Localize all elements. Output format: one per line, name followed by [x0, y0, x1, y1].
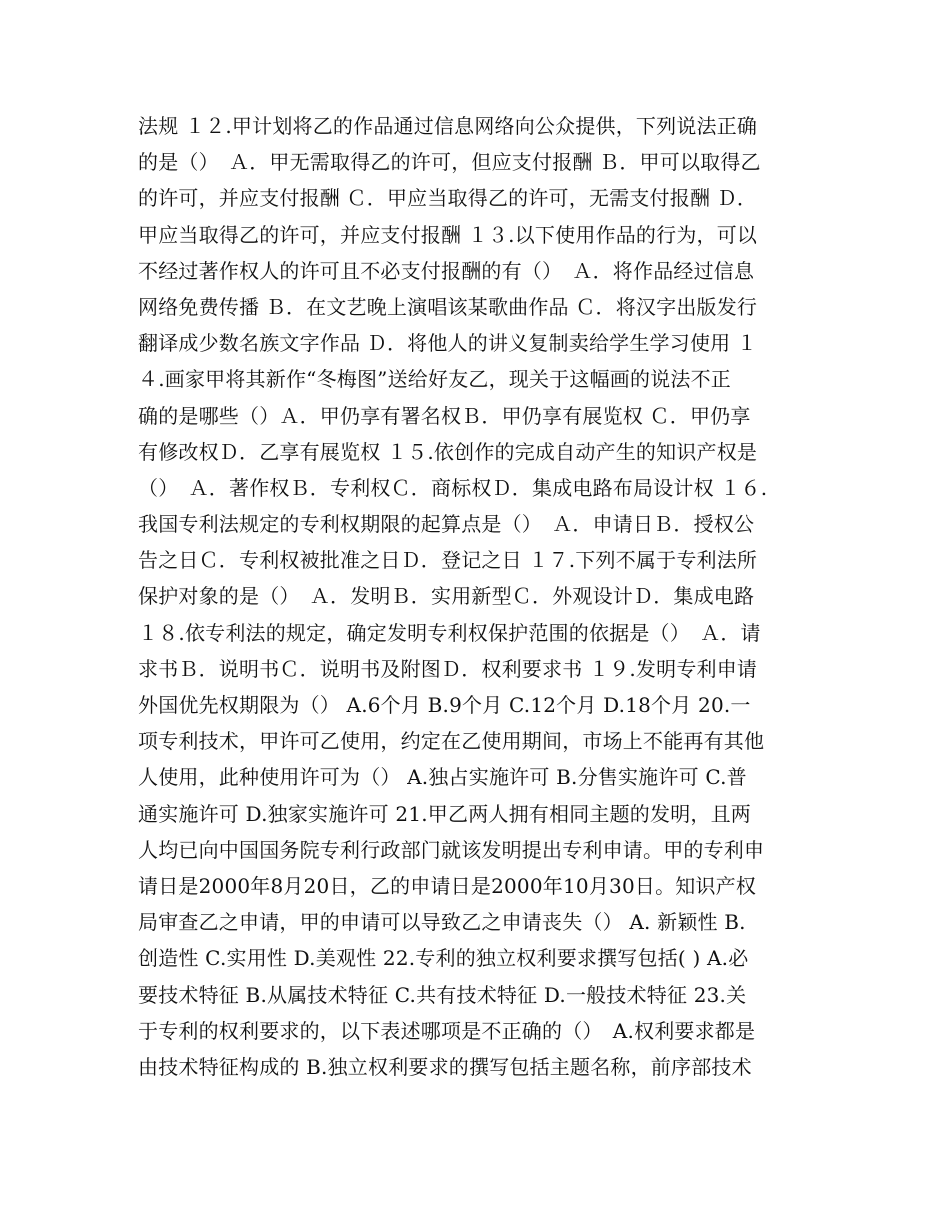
text-line: 通实施许可 D.独家实施许可 21.甲乙两人拥有相同主题的发明，且两 [138, 801, 752, 826]
text-line: 局审查乙之申请，甲的申请可以导致乙之申请丧失（） A. 新颖性 B. [138, 910, 746, 935]
text-line: 人均已向中国国务院专利行政部门就该发明提出专利申请。甲的专利申 [138, 837, 765, 862]
text-line: 求书Ｂ．说明书Ｃ．说明书及附图Ｄ．权利要求书 １９.发明专利申请 [138, 656, 758, 681]
text-line: 网络免费传播 Ｂ．在文艺晚上演唱该某歌曲作品 Ｃ．将汉字出版发行 [138, 294, 758, 319]
text-line: 由技术特征构成的 B.独立权利要求的撰写包括主题名称，前序部技术 [138, 1054, 752, 1079]
text-line: 不经过著作权人的许可且不必支付报酬的有（） Ａ．将作品经过信息 [138, 258, 755, 283]
text-line: （） Ａ．著作权Ｂ．专利权Ｃ．商标权Ｄ．集成电路布局设计权 １６. [138, 475, 768, 500]
text-line: 确的是哪些（）Ａ．甲仍享有署名权Ｂ．甲仍享有展览权 Ｃ．甲仍享 [138, 403, 751, 428]
text-line: 告之日Ｃ．专利权被批准之日Ｄ．登记之日 １７.下列不属于专利法所 [138, 548, 758, 573]
text-line: 要技术特征 B.从属技术特征 C.共有技术特征 D.一般技术特征 23.关 [138, 982, 747, 1007]
body-text [138, 108, 818, 1085]
text-line: 有修改权Ｄ．乙享有展览权 １５.依创作的完成自动产生的知识产权是 [138, 439, 758, 464]
text-line: 的许可，并应支付报酬 Ｃ．甲应当取得乙的许可，无需支付报酬 Ｄ． [138, 186, 758, 211]
text-line: 甲应当取得乙的许可，并应支付报酬 １３.以下使用作品的行为，可以 [138, 222, 758, 247]
text-line: 外国优先权期限为（） A.6个月 B.9个月 C.12个月 D.18个月 20.一 [138, 693, 751, 717]
text-line: 于专利的权利要求的，以下表述哪项是不正确的（） A.权利要求都是 [138, 1018, 756, 1043]
text-line: 创造性 C.实用性 D.美观性 22.专利的独立权利要求撰写包括( ) A.必 [138, 946, 749, 971]
text-line: 项专利技术，甲许可乙使用，约定在乙使用期间，市场上不能再有其他 [138, 729, 765, 754]
text-line: １８.依专利法的规定，确定发明专利权保护范围的依据是（） Ａ．请 [138, 620, 761, 645]
text-line: 的是（） Ａ．甲无需取得乙的许可，但应支付报酬 Ｂ．甲可以取得乙 [138, 150, 761, 175]
text-line: 请日是2000年8月20日，乙的申请日是2000年10月30日。知识产权 [138, 873, 757, 898]
text-line: 保护对象的是（） Ａ．发明Ｂ．实用新型Ｃ．外观设计Ｄ．集成电路 [138, 584, 755, 609]
text-line: 我国专利法规定的专利权期限的起算点是（） Ａ．申请日Ｂ．授权公 [138, 512, 755, 537]
text-line: 人使用，此种使用许可为（） A.独占实施许可 B.分售实施许可 C.普 [138, 765, 747, 790]
text-line: 翻译成少数名族文字作品 Ｄ．将他人的讲义复制卖给学生学习使用 １ [138, 331, 758, 356]
text-line: ４.画家甲将其新作“冬梅图”送给好友乙，现关于这幅画的说法不正 [138, 367, 732, 392]
text-line: 法规 １２.甲计划将乙的作品通过信息网络向公众提供，下列说法正确 [138, 114, 758, 138]
